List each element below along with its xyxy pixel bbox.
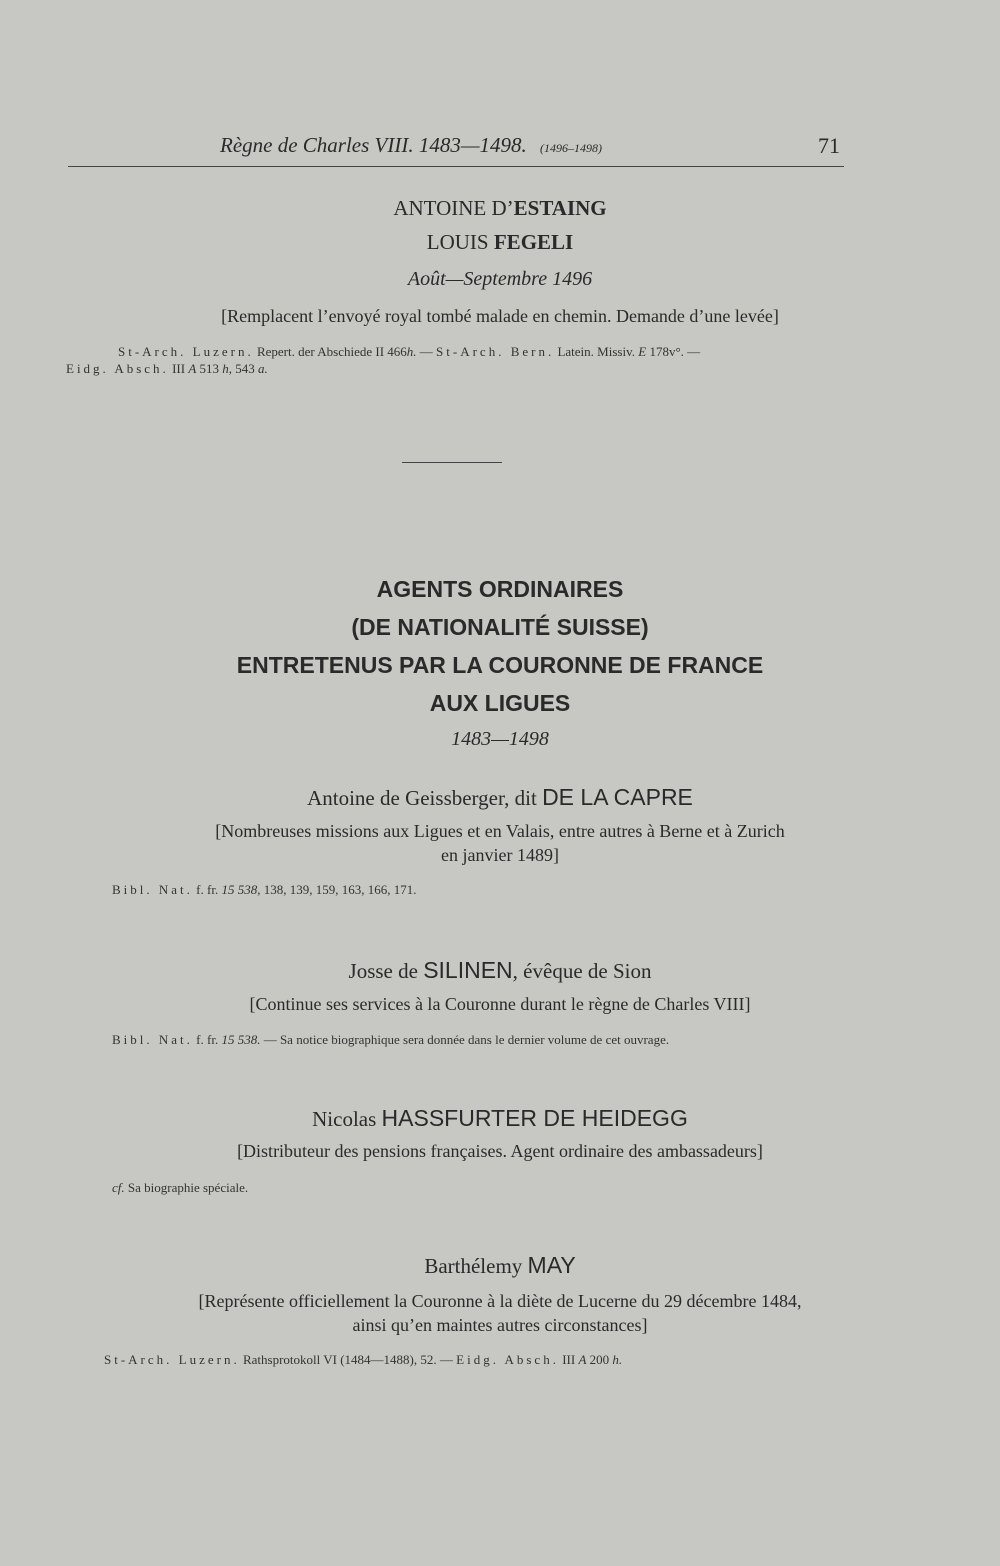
entry5-note-line1: [Représente officiellement la Couronne à la diète de Lucerne du 29 décembre 1484, bbox=[198, 1291, 802, 1311]
entry4-name: Nicolas HASSFURTER DE HEIDEGG bbox=[312, 1105, 688, 1131]
section-heading-line2: (DE NATIONALITÉ SUISSE) bbox=[351, 614, 649, 640]
header-rule bbox=[68, 166, 844, 167]
page-number: 71 bbox=[818, 133, 840, 158]
running-header bbox=[220, 133, 602, 158]
entry2-note-line1: [Nombreuses missions aux Ligues et en Valais, entre autres à Berne et à Zurich bbox=[215, 821, 785, 841]
entry1-sources-line1: St-Arch. Luzern. Repert. der Abschiede II 466h. — St-Arch. Bern. Latein. Missiv. E 178v°. — bbox=[118, 344, 701, 359]
entry1-note: [Remplacent l’envoyé royal tombé malade en chemin. Demande d’une levée] bbox=[221, 306, 779, 326]
section-heading-line3: ENTRETENUS PAR LA COURONNE DE FRANCE bbox=[236, 652, 764, 678]
entry5-name: Barthélemy MAY bbox=[424, 1252, 576, 1278]
entry5-note-line2: ainsi qu’en maintes autres circonstances] bbox=[352, 1315, 648, 1335]
entry1-sources-line2: Eidg. Absch. III A 513 h, 543 a. bbox=[66, 361, 268, 376]
running-range: (1496–1498) bbox=[540, 141, 603, 155]
entry1-name-line2: LOUIS FEGELI bbox=[426, 230, 574, 254]
entry1-date: Août—Septembre 1496 bbox=[407, 268, 593, 290]
entry3-note: [Continue ses services à la Couronne durant le règne de Charles VIII] bbox=[249, 994, 751, 1014]
section-separator bbox=[402, 462, 502, 463]
section-years: 1483—1498 bbox=[451, 728, 549, 750]
entry3-name: Josse de SILINEN, évêque de Sion bbox=[348, 957, 652, 983]
section-heading-line4: AUX LIGUES bbox=[429, 690, 571, 716]
entry2-name: Antoine de Geissberger, dit DE LA CAPRE bbox=[307, 784, 693, 810]
entry3-sources: Bibl. Nat. f. fr. 15 538. — Sa notice biographique sera donnée dans le dernier volume de cet ouvrage. bbox=[112, 1032, 670, 1047]
entry2-sources: Bibl. Nat. f. fr. 15 538, 138, 139, 159, 163, 166, 171. bbox=[112, 882, 417, 897]
entry4-note: [Distributeur des pensions françaises. Agent ordinaire des ambassadeurs] bbox=[237, 1141, 763, 1161]
entry5-sources: St-Arch. Luzern. Rathsprotokoll VI (1484—1488), 52. — Eidg. Absch. III A 200 h. bbox=[104, 1352, 623, 1367]
entry4-sources: cf. Sa biographie spéciale. bbox=[112, 1180, 249, 1195]
entry2-note-line2: en janvier 1489] bbox=[441, 845, 559, 865]
entry1-name-line1: ANTOINE D’ESTAING bbox=[393, 196, 607, 220]
running-title: Règne de Charles VIII. 1483—1498. bbox=[220, 133, 527, 157]
section-heading-line1: AGENTS ORDINAIRES bbox=[376, 576, 624, 602]
